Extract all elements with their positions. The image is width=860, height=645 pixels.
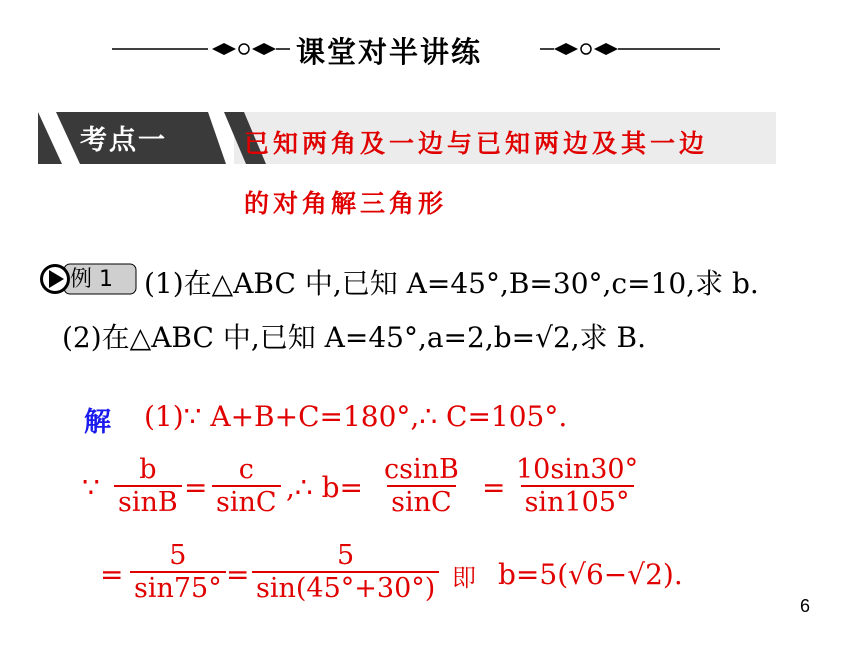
equals-sign: = — [482, 471, 506, 504]
equals-sign: = — [226, 558, 250, 591]
fraction-csinB-over-sinC: $\frac{csinB}{\sin C}$ — [384, 454, 459, 518]
because-symbol: ∵ — [82, 471, 100, 504]
header-ornament-left — [112, 42, 290, 56]
solution-line1: (1)∵ A+B+C=180°,∴ C=105°. — [144, 400, 568, 433]
example-part2: (2)在△ABC 中,已知 A=45°,a=2,b=√2,求 B. — [62, 321, 647, 354]
header-ornament-right — [540, 42, 720, 56]
example-label: 例 1 — [70, 267, 113, 292]
therefore-b: ,∴ b= — [286, 471, 363, 504]
example-part1: (1)在△ABC 中,已知 A=45°,B=30°,c=10,求 b. — [144, 267, 759, 300]
fraction-5-over-sin45plus30: $\frac{5}{\sin(45^\circ+30^\circ)}$ — [252, 540, 439, 604]
fraction-5-over-sin75: $\frac{5}{\sin 75^\circ}$ — [130, 540, 226, 604]
equals-sign: = — [184, 471, 208, 504]
fraction-c-over-sinC: $\frac{c}{\sin C}$ — [212, 454, 281, 518]
fraction-b-over-sinB: $\frac{b}{\sin B}$ — [114, 454, 182, 518]
topic-title-line2: 的对角解三角形 — [244, 189, 448, 218]
page-number: 6 — [800, 596, 811, 616]
ji-text: 即 — [452, 564, 476, 592]
topic-label: 考点一 — [80, 125, 167, 156]
equals-sign: = — [100, 558, 124, 591]
page-title: 课堂对半讲练 — [296, 35, 483, 69]
fraction-10sin30-over-sin105: $\frac{10\sin 30^\circ}{\sin 105^\circ}$ — [516, 454, 639, 518]
final-result: b=5(√6−√2). — [498, 558, 683, 591]
topic-title-line1: 已知两角及一边与已知两边及其一边 — [244, 129, 709, 158]
solution-label: 解 — [84, 407, 111, 438]
